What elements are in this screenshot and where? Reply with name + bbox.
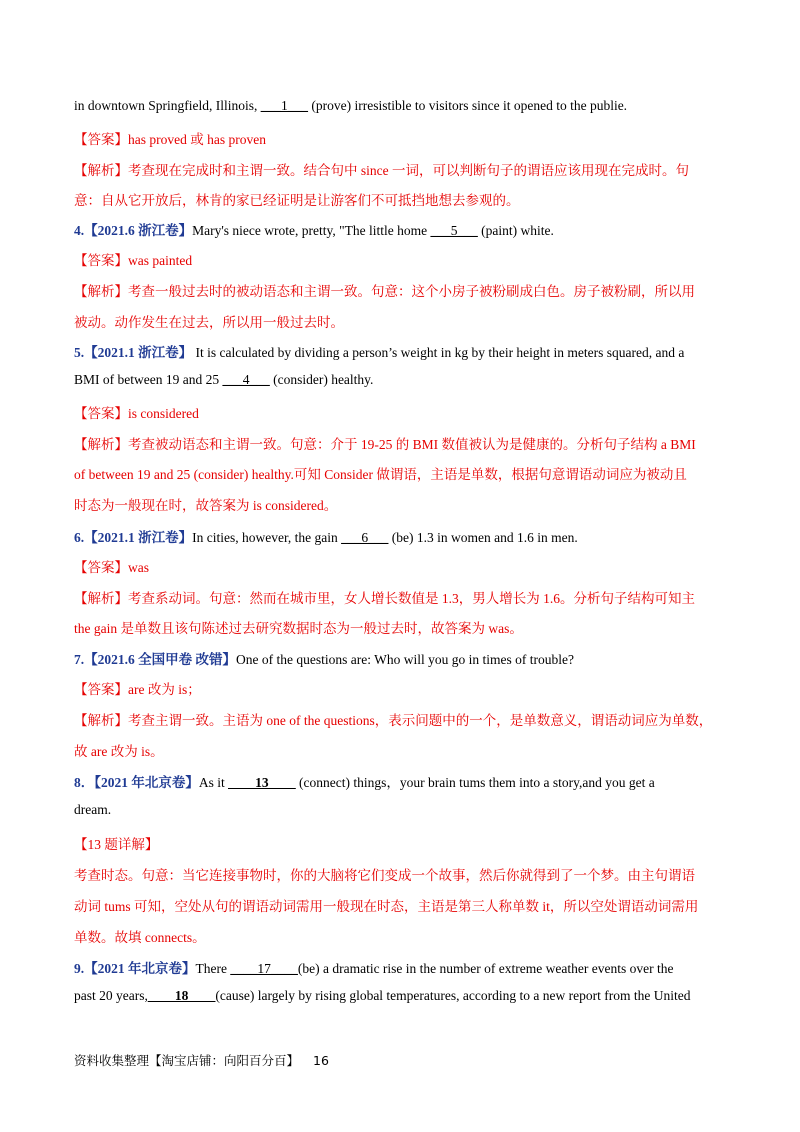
- blank: ____13____: [228, 775, 296, 790]
- analysis-label: 【解析】: [74, 591, 128, 606]
- source-tag: 【2021.1 浙江卷】: [84, 530, 193, 545]
- question-number: 6.: [74, 530, 85, 545]
- question-text-part: (prove) irresistible to visitors since it opened to the publie.: [308, 98, 628, 113]
- source-tag: 【2021 年北京卷】: [84, 961, 196, 976]
- page-footer: [74, 1051, 329, 1069]
- question-number: 4.: [74, 223, 85, 238]
- question-text-part: (connect) things，your brain tums them into a story,and you get a: [295, 775, 655, 790]
- source-tag: 【2021 年北京卷】: [94, 775, 199, 790]
- question-text: [74, 988, 690, 1004]
- analysis-label: 【解析】: [74, 284, 128, 299]
- question-text: [74, 98, 627, 114]
- question-text-part: in downtown Springfield, Illinois,: [74, 98, 261, 113]
- analysis-line: the gain 是单数且该句陈述过去研究数据时态为一般过去时，故答案为 was。: [74, 621, 523, 636]
- answer-text: was painted: [128, 253, 193, 268]
- answer-label: 【答案】: [74, 406, 128, 421]
- question-text-part: (be) 1.3 in women and 1.6 in men.: [388, 530, 578, 545]
- page-number: 16: [313, 1053, 329, 1068]
- question-text: dream.: [74, 802, 112, 817]
- question-number: 5.: [74, 345, 85, 360]
- question-text-part: past 20 years,: [74, 988, 148, 1003]
- blank: ___4___: [222, 372, 270, 387]
- question-text-part: It is calculated by dividing a person’s weight in kg by their height in meters squared, and a: [192, 345, 685, 360]
- answer-text: has proved 或 has proven: [128, 132, 266, 147]
- blank: ____17____: [230, 961, 298, 976]
- detail-label: 【13 题详解】: [74, 837, 159, 852]
- source-tag: 【2021.6 浙江卷】: [84, 223, 193, 238]
- analysis-line: [74, 159, 689, 179]
- question-4: [74, 219, 554, 239]
- blank: ___1___: [260, 98, 308, 113]
- analysis-label: 【解析】: [74, 713, 128, 728]
- analysis-text: 考查一般过去时的被动语态和主谓一致。句意：这个小房子被粉刷成白色。房子被粉刷，所以用: [128, 284, 695, 299]
- answer-text: are 改为 is；: [128, 682, 201, 697]
- answer-line: [74, 249, 192, 269]
- analysis-line: 被动。动作发生在过去，所以用一般过去时。: [74, 315, 344, 330]
- answer-line: [74, 402, 199, 422]
- answer-line: [74, 556, 149, 576]
- question-9: [74, 957, 673, 977]
- answer-label: 【答案】: [74, 682, 128, 697]
- blank: ___6___: [341, 530, 389, 545]
- analysis-line: 意：自从它开放后，林肯的家已经证明是让游客们不可抵挡地想去参观的。: [74, 193, 520, 208]
- question-number: 8．: [74, 775, 95, 790]
- question-number: 7.: [74, 652, 85, 667]
- analysis-line: [74, 587, 695, 607]
- question-text-part: (consider) healthy.: [269, 372, 374, 387]
- question-text-part: BMI of between 19 and 25: [74, 372, 223, 387]
- analysis-line: 故 are 改为 is。: [74, 744, 164, 759]
- answer-text: is considered: [128, 406, 199, 421]
- answer-label: 【答案】: [74, 132, 128, 147]
- question-text-part: (be) a dramatic rise in the number of extreme weather events over the: [297, 961, 674, 976]
- question-6: [74, 526, 578, 546]
- detail-line: 动词 tums 可知，空处从句的谓语动词需用一般现在时态，主语是第三人称单数 it，所以空处谓语动词需用: [74, 899, 699, 914]
- question-text-part: One of the questions are: Who will you go in times of trouble?: [236, 652, 574, 667]
- analysis-line: of between 19 and 25 (consider) healthy.可知 Consider 做谓语，主语是单数，根据句意谓语动词应为被动且: [74, 467, 687, 482]
- analysis-text: 考查主谓一致。主语为 one of the questions，表示问题中的一个，是单数意义，谓语动词应为单数，: [128, 713, 713, 728]
- detail-line: 考查时态。句意：当它连接事物时，你的大脑将它们变成一个故事，然后你就得到了一个梦。由主句谓语: [74, 868, 695, 883]
- question-text-part: There: [195, 961, 231, 976]
- analysis-label: 【解析】: [74, 437, 128, 452]
- answer-line: [74, 128, 266, 148]
- answer-label: 【答案】: [74, 253, 128, 268]
- analysis-text: 考查系动词。句意：然而在城市里，女人增长数值是 1.3，男人增长为 1.6。分析句子结构可知主: [128, 591, 695, 606]
- question-text-part: (paint) white.: [477, 223, 554, 238]
- answer-label: 【答案】: [74, 560, 128, 575]
- footer-source: 资料收集整理【淘宝店铺：向阳百分百】: [74, 1053, 300, 1068]
- question-text-part: As it: [198, 775, 229, 790]
- analysis-line: [74, 433, 696, 453]
- source-tag: 【2021.1 浙江卷】: [84, 345, 193, 360]
- question-text-part: (cause) largely by rising global temperatures, according to a new report from the United: [215, 988, 691, 1003]
- blank: ____18____: [147, 988, 216, 1003]
- analysis-line: 时态为一般现在时，故答案为 is considered。: [74, 498, 338, 513]
- answer-line: [74, 678, 201, 698]
- question-text-part: Mary's niece wrote, pretty, "The little home: [192, 223, 431, 238]
- analysis-text: 考查被动语态和主谓一致。句意：介于 19-25 的 BMI 数值被认为是健康的。分析句子结构 a BMI: [128, 437, 696, 452]
- analysis-text: 考查现在完成时和主谓一致。结合句中 since 一词，可以判断句子的谓语应该用现在完成时。句: [128, 163, 689, 178]
- question-7: [74, 648, 574, 668]
- analysis-line: [74, 280, 695, 300]
- question-text-part: In cities, however, the gain: [192, 530, 342, 545]
- detail-line: 单数。故填 connects。: [74, 930, 206, 945]
- analysis-line: [74, 709, 712, 729]
- blank: ___5___: [430, 223, 478, 238]
- answer-text: was: [128, 560, 149, 575]
- question-number: 9.: [74, 961, 85, 976]
- question-8: [74, 771, 655, 791]
- question-text: [74, 372, 373, 388]
- question-5: [74, 341, 684, 361]
- analysis-label: 【解析】: [74, 163, 128, 178]
- source-tag: 【2021.6 全国甲卷 改错】: [84, 652, 236, 667]
